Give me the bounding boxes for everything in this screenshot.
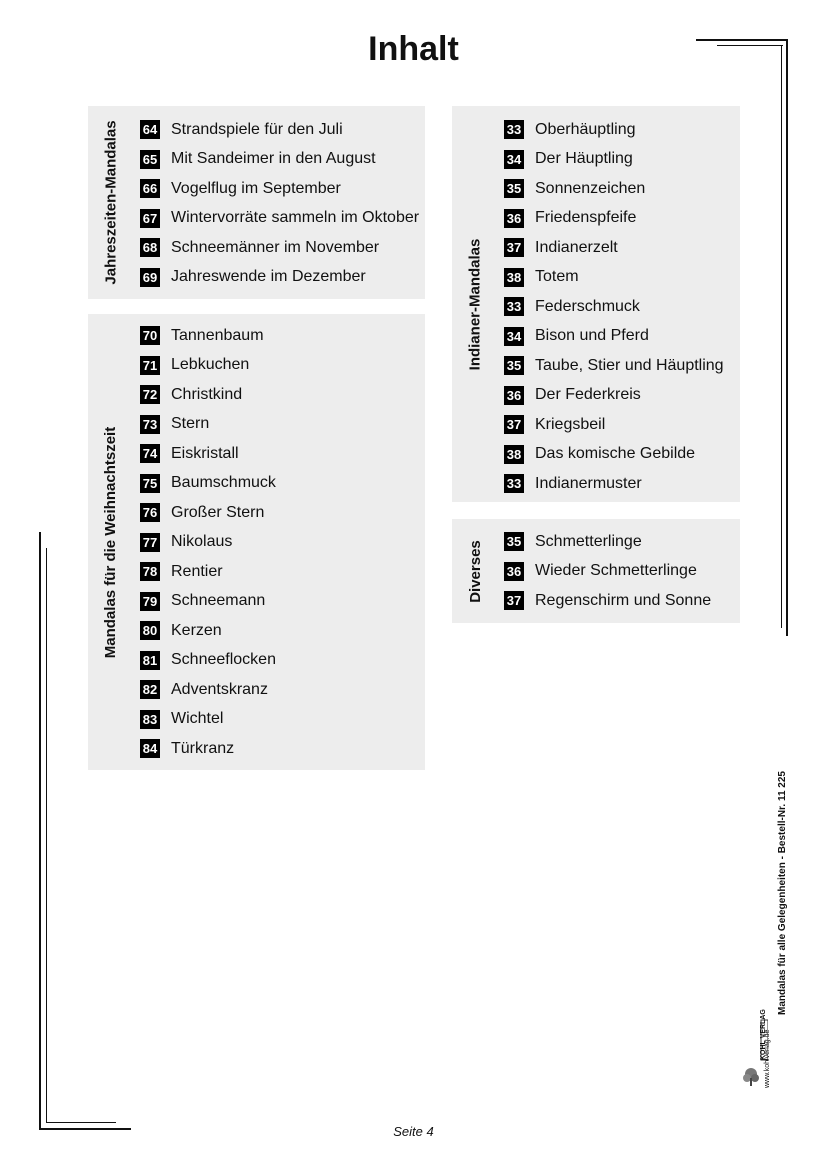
page-number-badge: 37 xyxy=(504,591,524,610)
page-number-badge: 65 xyxy=(140,150,160,169)
page-number-badge: 76 xyxy=(140,503,160,522)
page-number-badge: 79 xyxy=(140,592,160,611)
entry-title: Kriegsbeil xyxy=(535,415,606,433)
entry-title: Lebkuchen xyxy=(171,356,250,374)
entry-title: Mit Sandeimer in den August xyxy=(171,150,376,168)
page-number-badge: 82 xyxy=(140,680,160,699)
list-item[interactable] xyxy=(504,586,711,616)
list-item[interactable] xyxy=(140,321,276,351)
entry-title: Oberhäuptling xyxy=(535,120,636,138)
page-number-badge: 38 xyxy=(504,445,524,464)
section-diverses xyxy=(452,519,740,623)
list-item[interactable] xyxy=(504,115,724,145)
list-item[interactable] xyxy=(504,527,711,557)
entry-title: Jahreswende im Dezember xyxy=(171,268,366,286)
entry-title: Nikolaus xyxy=(171,533,233,551)
page-number-badge: 83 xyxy=(140,710,160,729)
page-number-badge: 72 xyxy=(140,385,160,404)
page-number-badge: 36 xyxy=(504,386,524,405)
page-number-badge: 67 xyxy=(140,209,160,228)
frame-line-left-inner xyxy=(46,548,47,1123)
entry-list xyxy=(140,321,276,764)
list-item[interactable] xyxy=(140,145,419,175)
page-number-badge: 81 xyxy=(140,651,160,670)
entry-title: Rentier xyxy=(171,562,223,580)
entry-title: Totem xyxy=(535,268,579,286)
frame-line-right-outer xyxy=(786,39,788,636)
page-number-badge: 37 xyxy=(504,238,524,257)
entry-title: Taube, Stier und Häuptling xyxy=(535,356,724,374)
entry-title: Schneemann xyxy=(171,592,266,610)
page-number-badge: 34 xyxy=(504,327,524,346)
page-number-badge: 73 xyxy=(140,415,160,434)
list-item[interactable] xyxy=(504,204,724,234)
entry-list xyxy=(504,527,711,616)
sidebar-url: www.kohlverlag.de xyxy=(764,1029,771,1088)
frame-line-top-right-outer xyxy=(696,39,788,41)
page-number-badge: 33 xyxy=(504,474,524,493)
list-item[interactable] xyxy=(504,292,724,322)
page-number-badge: 66 xyxy=(140,179,160,198)
list-item[interactable] xyxy=(140,439,276,469)
page-number-badge: 35 xyxy=(504,179,524,198)
entry-title: Sonnenzeichen xyxy=(535,179,646,197)
list-item[interactable] xyxy=(140,734,276,764)
page-number-badge: 77 xyxy=(140,533,160,552)
entry-title: Schneemänner im November xyxy=(171,238,380,256)
list-item[interactable] xyxy=(140,469,276,499)
page-number-badge: 71 xyxy=(140,356,160,375)
page-number-badge: 36 xyxy=(504,562,524,581)
entry-title: Baumschmuck xyxy=(171,474,276,492)
list-item[interactable] xyxy=(140,587,276,617)
section-label: Diverses xyxy=(466,539,484,603)
page-number-badge: 80 xyxy=(140,621,160,640)
list-item[interactable] xyxy=(504,381,724,411)
publisher-logo-text: KOHL VERLAG xyxy=(760,1009,767,1060)
section-label: Jahreszeiten-Mandalas xyxy=(102,120,120,285)
list-item[interactable] xyxy=(140,351,276,381)
frame-line-top-right-inner xyxy=(717,45,783,46)
entry-title: Tannenbaum xyxy=(171,326,264,344)
entry-title: Christkind xyxy=(171,385,243,403)
list-item[interactable] xyxy=(140,233,419,263)
list-item[interactable] xyxy=(140,204,419,234)
entry-title: Eiskristall xyxy=(171,444,239,462)
entry-title: Der Häuptling xyxy=(535,150,633,168)
page-number-badge: 38 xyxy=(504,268,524,287)
section-label: Mandalas für die Weihnachtszeit xyxy=(102,426,120,658)
list-item[interactable] xyxy=(140,174,419,204)
list-item[interactable] xyxy=(140,115,419,145)
entry-title: Regenschirm und Sonne xyxy=(535,591,712,609)
page-number-badge: 64 xyxy=(140,120,160,139)
list-item[interactable] xyxy=(504,440,724,470)
page-number-badge: 33 xyxy=(504,120,524,139)
frame-line-left-outer xyxy=(39,532,41,1130)
entry-title: Bison und Pferd xyxy=(535,327,649,345)
page-number-badge: 70 xyxy=(140,326,160,345)
list-item[interactable] xyxy=(504,233,724,263)
list-item[interactable] xyxy=(140,616,276,646)
page-number-badge: 68 xyxy=(140,238,160,257)
page-title: Inhalt xyxy=(368,30,459,68)
list-item[interactable] xyxy=(504,263,724,293)
page-number-badge: 84 xyxy=(140,739,160,758)
page-number-badge: 33 xyxy=(504,297,524,316)
section-label: Indianer-Mandalas xyxy=(466,238,484,370)
entry-title: Kerzen xyxy=(171,621,222,639)
entry-title: Großer Stern xyxy=(171,503,265,521)
entry-title: Stern xyxy=(171,415,210,433)
list-item[interactable] xyxy=(504,145,724,175)
entry-title: Friedenspfeife xyxy=(535,209,637,227)
list-item[interactable] xyxy=(140,263,419,293)
entry-title: Wintervorräte sammeln im Oktober xyxy=(171,209,420,227)
page-footer: Seite 4 xyxy=(393,1124,434,1139)
frame-line-bottom-inner xyxy=(46,1122,116,1123)
entry-title: Adventskranz xyxy=(171,680,268,698)
page-number-badge: 36 xyxy=(504,209,524,228)
list-item[interactable] xyxy=(140,498,276,528)
list-item[interactable] xyxy=(504,322,724,352)
entry-title: Schmetterlinge xyxy=(535,532,642,550)
list-item[interactable] xyxy=(140,646,276,676)
entry-title: Schneeflocken xyxy=(171,651,276,669)
entry-title: Wichtel xyxy=(171,710,224,728)
list-item[interactable] xyxy=(504,174,724,204)
section-indianer xyxy=(452,106,740,502)
page-number-badge: 37 xyxy=(504,415,524,434)
list-item[interactable] xyxy=(140,705,276,735)
list-item[interactable] xyxy=(504,469,724,499)
list-item[interactable] xyxy=(504,557,711,587)
list-item[interactable] xyxy=(504,410,724,440)
entry-list xyxy=(140,115,419,292)
entry-list xyxy=(504,115,724,499)
list-item[interactable] xyxy=(140,675,276,705)
entry-title: Der Federkreis xyxy=(535,386,641,404)
list-item[interactable] xyxy=(140,410,276,440)
frame-line-right-inner xyxy=(781,45,782,628)
entry-title: Strandspiele für den Juli xyxy=(171,120,343,138)
entry-title: Wieder Schmetterlinge xyxy=(535,562,697,580)
entry-title: Indianermuster xyxy=(535,474,642,492)
entry-title: Indianerzelt xyxy=(535,238,618,256)
page-number-badge: 78 xyxy=(140,562,160,581)
entry-title: Vogelflug im September xyxy=(171,179,341,197)
entry-title: Türkranz xyxy=(171,739,235,757)
sidebar-product-text: Mandalas für alle Gelegenheiten - Bestell-Nr. 11 225 xyxy=(777,771,788,1015)
section-weihnachtszeit xyxy=(88,314,425,770)
entry-title: Das komische Gebilde xyxy=(535,445,696,463)
page-number-badge: 69 xyxy=(140,268,160,287)
section-jahreszeiten xyxy=(88,106,425,299)
page-number-badge: 75 xyxy=(140,474,160,493)
list-item[interactable] xyxy=(140,528,276,558)
page-number-badge: 74 xyxy=(140,444,160,463)
page-number-badge: 34 xyxy=(504,150,524,169)
list-item[interactable] xyxy=(140,557,276,587)
list-item[interactable] xyxy=(504,351,724,381)
page-number-badge: 35 xyxy=(504,532,524,551)
entry-title: Federschmuck xyxy=(535,297,640,315)
page-number-badge: 35 xyxy=(504,356,524,375)
list-item[interactable] xyxy=(140,380,276,410)
